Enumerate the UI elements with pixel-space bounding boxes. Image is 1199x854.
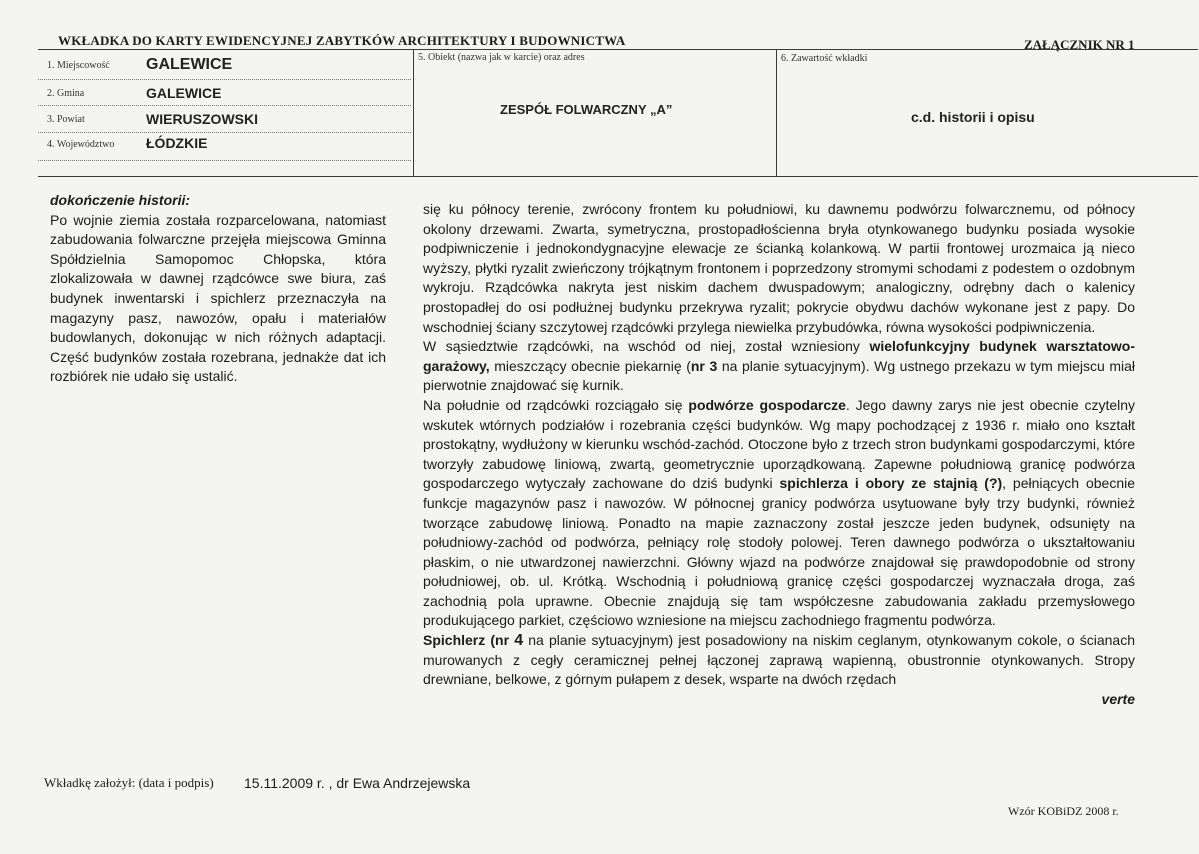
- locality-label: 1. Miejscowość: [47, 60, 110, 71]
- history-column: [50, 191, 386, 387]
- voivodeship-value: ŁÓDZKIE: [146, 135, 208, 151]
- divider-content: [776, 49, 777, 176]
- template-label: Wzór KOBiDZ 2008 r.: [1008, 804, 1119, 818]
- district-value: WIERUSZOWSKI: [146, 111, 258, 127]
- description-paragraph: W sąsiedztwie rządcówki, na wschód od niej, został wzniesiony wielofunkcyjny budynek warsztatowo-garażowy, mieszczący obecnie piekarnię (nr 3 na planie sytuacyjnym). Wg ustnego przekazu w tym miejscu miał pierwotnie znajdować się kurnik.: [423, 338, 1136, 394]
- commune-label: 2. Gmina: [47, 88, 85, 99]
- district-label: 3. Powiat: [47, 114, 85, 125]
- history-text: Po wojnie ziemia została rozparcelowana, natomiast zabudowania folwarczne przejęła miejscowa Gminna Spółdzielnia Samopomoc Chłopska, która zlokalizowała w dawnej rządcówce swe biura, zaś budynek inwentarski i spichlerz przeznaczyła na magazyny pasz, nawozów, opału i materiałów budowlanych, dokonując w nich różnych adaptacji. Część budynków została rozebrana, jednakże dat ich rozbiórek nie udało się ustalić.: [50, 211, 386, 385]
- row-separator: [38, 105, 411, 106]
- header-top-line: [38, 49, 1198, 50]
- history-heading: dokończenie historii:: [50, 192, 191, 208]
- object-label: 5. Obiekt (nazwa jak w karcie) oraz adres: [418, 52, 585, 63]
- row-separator: [38, 132, 411, 133]
- header-bottom-line: [38, 176, 1198, 177]
- author-value: 15.11.2009 r. , dr Ewa Andrzejewska: [244, 775, 471, 791]
- form-title: WKŁADKA DO KARTY EWIDENCYJNEJ ZABYTKÓW ARCHITEKTURY I BUDOWNICTWA: [58, 33, 626, 48]
- voivodeship-label: 4. Województwo: [47, 139, 115, 150]
- verte-label: verte: [1101, 690, 1135, 707]
- content-value: c.d. historii i opisu: [911, 109, 1035, 125]
- commune-value: GALEWICE: [146, 85, 222, 101]
- content-label: 6. Zawartość wkładki: [781, 53, 868, 64]
- object-value: ZESPÓŁ FOLWARCZNY „A”: [500, 102, 673, 117]
- locality-value: GALEWICE: [146, 56, 233, 73]
- author-label: Wkładkę założył: (data i podpis): [44, 775, 214, 790]
- description-paragraph: Na południe od rządcówki rozciągało się podwórze gospodarcze. Jego dawny zarys nie jest obecnie czytelny wskutek wtórnych podziałów i rozebrania części budynków. Wg mapy pochodzącej z 1936 r. miało ono kształt prostokątny, wydłużony w kierunku wschód-zachód. Otoczone było z trzech stron budynkami gospodarczymi, które tworzyły zabudowę liniową, zwartą, geometrycznie uporządkowaną. Zapewne południową granicę podwórza gospodarczego wytyczały zachowane do dziś budynki spichlerza i obory ze stajnią (?), pełniących obecnie funkcje magazynów pasz i nawozów. W północnej granicy podwórza usytuowane były trzy budynki, również tworzące zabudowę liniową. Ponadto na mapie zaznaczony został jeszcze jeden budynek, odsunięty na południowy-zachód od podwórza, pełniący rolę stodoły polowej. Teren dawnego podwórza o ukształtowaniu płaskim, o nie utwardzonej nawierzchni. Główny wjazd na podwórze znajdował się prawdopodobnie od strony południowej, ob. ul. Krótką. Wschodnią i południową granicę części gospodarczej wyznaczała droga, zaś zachodnią pola uprawne. Obecnie znajdują się tam współczesne zabudowania zakładu przemysłowego produkującego parkiet, częściowo wzniesione na miejscu zachodniego fragmentu podwórza.: [423, 396, 1136, 629]
- description-paragraph: się ku północy terenie, zwrócony frontem ku południowi, ku dawnemu podwórzu folwarcznemu, od północy okolony drzewami. Zwarta, symetryczna, prostopadłościenna bryła otynkowanego budynku posiada wysokie podpiwniczenie i jednokondygnacyjne elewacje ze ścianką kolankową. W partii frontowej urozmaica ją nieco wyższy, płytki ryzalit zwieńczony trójkątnym frontonem i poprzedzony stromymi schodami z podestem o ozdobnym wykroju. Rządcówka nakryta jest niskim dachem dwuspadowym; analogiczny, odrębny dach o kalenicy prostopadłej do osi podłużnej budynku przekrywa ryzalit; pokrycie obydwu dachów wykonane jest z papy. Do wschodniej ściany szczytowej rządcówki przylega niewielka przybudówka, równa wysokości podpiwniczenia.: [423, 201, 1135, 335]
- divider-object: [413, 49, 414, 176]
- attachment-label: ZAŁĄCZNIK NR 1: [1024, 37, 1135, 52]
- description-paragraph: Spichlerz (nr 4 na planie sytuacyjnym) jest posadowiony na niskim ceglanym, otynkowanym cokole, o ścianach murowanych z cegły ceramicznej pełnej łączonej zaprawą wapienną, obustronnie otynkowanych. Stropy drewniane, belkowe, z górnym pułapem z desek, wsparte na dwóch rzędach: [423, 632, 1136, 688]
- row-separator: [38, 160, 411, 161]
- row-separator: [38, 79, 411, 80]
- description-column: [423, 200, 1135, 709]
